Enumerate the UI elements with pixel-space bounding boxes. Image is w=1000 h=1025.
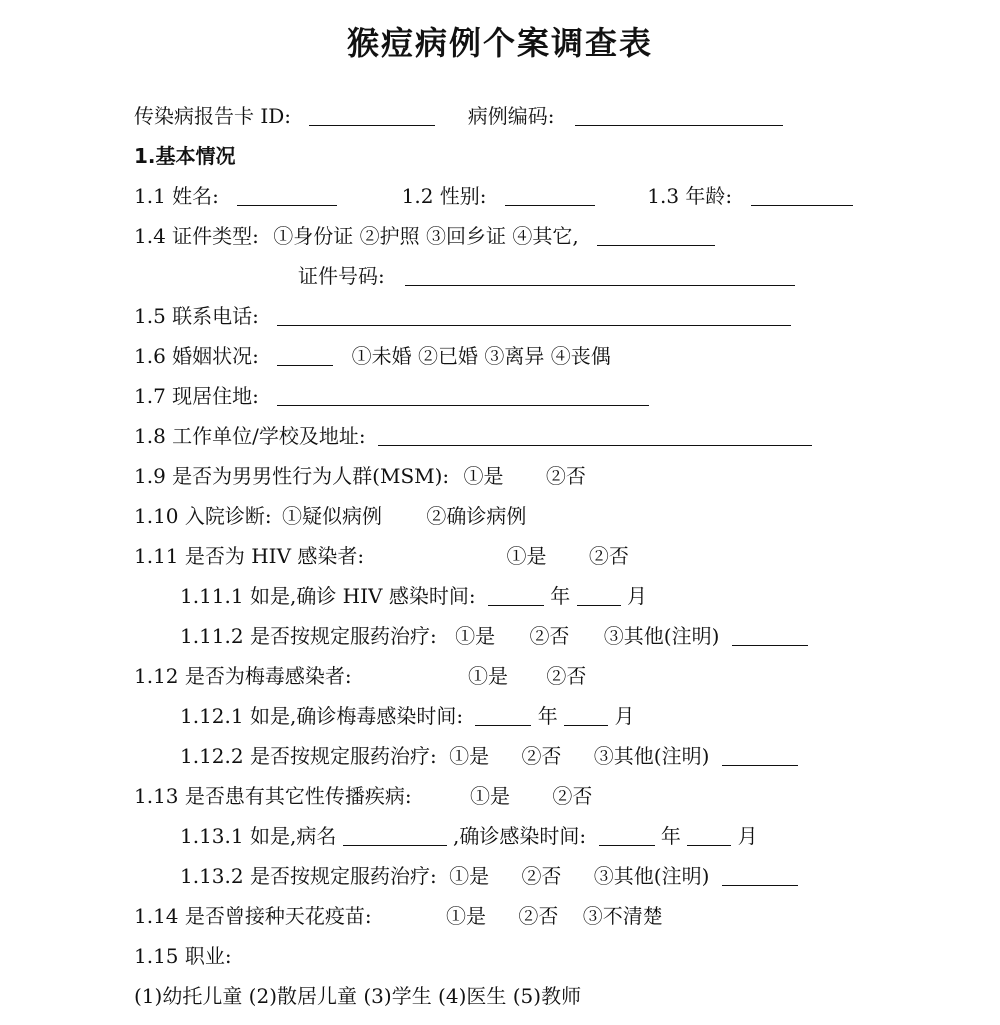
syphilis-treatment-option-no[interactable]: ②否 [521, 744, 562, 768]
other-std-month-unit: 月 [737, 824, 758, 848]
sex-label: 1.2 性别: [401, 184, 487, 208]
hiv-year-unit: 年 [550, 584, 571, 608]
admission-diagnosis-label: 1.10 入院诊断: [134, 504, 272, 528]
diagnosis-option-confirmed[interactable]: ②确诊病例 [426, 504, 527, 528]
residence-label: 1.7 现居住地: [134, 384, 259, 408]
row-marital-status [134, 341, 611, 371]
hiv-diagnosis-time-label: 1.11.1 如是,确诊 HIV 感染时间: [180, 584, 476, 608]
smallpox-vaccine-label: 1.14 是否曾接种天花疫苗: [134, 904, 372, 928]
row-occupation-options [134, 981, 581, 1011]
other-std-label: 1.13 是否患有其它性传播疾病: [134, 784, 412, 808]
syphilis-diagnosis-time-label: 1.12.1 如是,确诊梅毒感染时间: [180, 704, 464, 728]
id-type-options[interactable]: ①身份证 ②护照 ③回乡证 ④其它, [273, 224, 579, 248]
hiv-option-no[interactable]: ②否 [588, 544, 629, 568]
row-msm [134, 461, 586, 491]
syphilis-treatment-option-other[interactable]: ③其他(注明) [593, 744, 710, 768]
row-other-std [134, 781, 592, 811]
smallpox-option-unknown[interactable]: ③不清楚 [582, 904, 663, 928]
report-card-id-field[interactable] [309, 101, 435, 126]
other-std-disease-field[interactable] [343, 821, 447, 846]
report-card-id-label: 传染病报告卡 ID: [134, 104, 292, 128]
msm-label: 1.9 是否为男男性行为人群(MSM): [134, 464, 450, 488]
other-std-disease-label: 1.13.1 如是,病名 [180, 824, 337, 848]
other-std-year-unit: 年 [660, 824, 681, 848]
header-row [134, 101, 783, 131]
hiv-month-unit: 月 [627, 584, 648, 608]
hiv-year-field[interactable] [488, 581, 544, 606]
row-residence [134, 381, 649, 411]
other-std-treatment-option-yes[interactable]: ①是 [449, 864, 490, 888]
other-std-option-yes[interactable]: ①是 [470, 784, 510, 808]
hiv-treatment-other-field[interactable] [732, 621, 808, 646]
msm-option-yes[interactable]: ①是 [463, 464, 504, 488]
other-std-treatment-other-field[interactable] [722, 861, 798, 886]
row-workplace [134, 421, 812, 451]
syphilis-option-yes[interactable]: ①是 [468, 664, 508, 688]
syphilis-treatment-option-yes[interactable]: ①是 [449, 744, 490, 768]
name-field[interactable] [237, 181, 337, 206]
id-type-other-field[interactable] [597, 221, 715, 246]
hiv-month-field[interactable] [577, 581, 621, 606]
row-hiv [134, 541, 629, 571]
residence-field[interactable] [277, 381, 649, 406]
hiv-treatment-option-other[interactable]: ③其他(注明) [603, 624, 720, 648]
syphilis-year-unit: 年 [537, 704, 558, 728]
workplace-label: 1.8 工作单位/学校及地址: [134, 424, 366, 448]
other-std-time-label: ,确诊感染时间: [453, 824, 587, 848]
phone-field[interactable] [277, 301, 791, 326]
other-std-treatment-option-other[interactable]: ③其他(注明) [593, 864, 710, 888]
row-syphilis [134, 661, 586, 691]
smallpox-option-yes[interactable]: ①是 [446, 904, 486, 928]
other-std-treatment-option-no[interactable]: ②否 [521, 864, 562, 888]
hiv-treatment-option-no[interactable]: ②否 [529, 624, 570, 648]
syphilis-treatment-label: 1.12.2 是否按规定服药治疗: [180, 744, 437, 768]
row-other-std-treatment [180, 861, 798, 891]
other-std-month-field[interactable] [687, 821, 731, 846]
row-id-type [134, 221, 715, 251]
msm-option-no[interactable]: ②否 [545, 464, 586, 488]
workplace-field[interactable] [378, 421, 812, 446]
case-code-field[interactable] [575, 101, 783, 126]
other-std-year-field[interactable] [599, 821, 655, 846]
syphilis-option-no[interactable]: ②否 [546, 664, 587, 688]
occupation-label: 1.15 职业: [134, 944, 232, 968]
row-name-sex-age [134, 181, 853, 211]
diagnosis-option-suspected[interactable]: ①疑似病例 [282, 504, 382, 528]
id-type-label: 1.4 证件类型: [134, 224, 259, 248]
syphilis-label: 1.12 是否为梅毒感染者: [134, 664, 352, 688]
hiv-label: 1.11 是否为 HIV 感染者: [134, 544, 365, 568]
row-admission-diagnosis [134, 501, 526, 531]
row-occupation [134, 941, 232, 971]
hiv-treatment-label: 1.11.2 是否按规定服药治疗: [180, 624, 437, 648]
row-phone [134, 301, 791, 331]
age-field[interactable] [751, 181, 853, 206]
case-code-label: 病例编码: [467, 104, 555, 128]
form-title: 猴痘病例个案调查表 [346, 24, 653, 62]
marital-status-label: 1.6 婚姻状况: [134, 344, 259, 368]
row-hiv-diagnosis-time [180, 581, 647, 611]
name-label: 1.1 姓名: [134, 184, 219, 208]
marital-status-options[interactable]: ①未婚 ②已婚 ③离异 ④丧偶 [351, 344, 611, 368]
sex-field[interactable] [505, 181, 595, 206]
row-syphilis-diagnosis-time [180, 701, 635, 731]
smallpox-option-no[interactable]: ②否 [518, 904, 559, 928]
row-other-std-details [180, 821, 758, 851]
section-heading-basic-info: 1.基本情况 [134, 144, 236, 168]
row-id-number [298, 261, 795, 291]
other-std-option-no[interactable]: ②否 [552, 784, 593, 808]
other-std-treatment-label: 1.13.2 是否按规定服药治疗: [180, 864, 437, 888]
syphilis-month-unit: 月 [614, 704, 635, 728]
hiv-treatment-option-yes[interactable]: ①是 [455, 624, 496, 648]
hiv-option-yes[interactable]: ①是 [506, 544, 547, 568]
syphilis-month-field[interactable] [564, 701, 608, 726]
row-hiv-treatment [180, 621, 808, 651]
row-smallpox-vaccine [134, 901, 663, 931]
id-number-field[interactable] [405, 261, 795, 286]
id-number-label: 证件号码: [298, 264, 385, 288]
age-label: 1.3 年龄: [647, 184, 733, 208]
syphilis-year-field[interactable] [475, 701, 531, 726]
occupation-options[interactable]: (1)幼托儿童 (2)散居儿童 (3)学生 (4)医生 (5)教师 [134, 984, 582, 1008]
phone-label: 1.5 联系电话: [134, 304, 259, 328]
syphilis-treatment-other-field[interactable] [722, 741, 798, 766]
row-syphilis-treatment [180, 741, 798, 771]
marital-status-field[interactable] [277, 341, 333, 366]
